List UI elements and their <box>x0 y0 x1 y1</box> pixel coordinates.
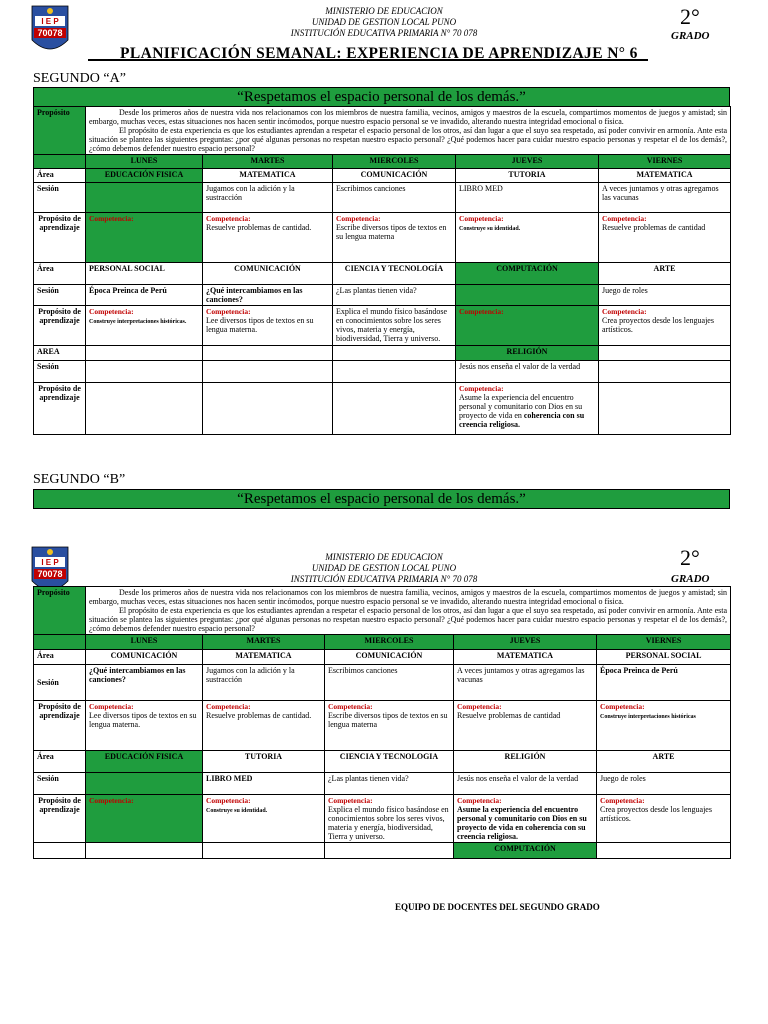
area-label: Área <box>34 169 86 183</box>
session-cell: ¿Qué intercambiamos en las canciones? <box>86 665 203 701</box>
day-header: JUEVES <box>456 155 599 169</box>
day-header: JUEVES <box>454 635 597 650</box>
area-cell: TUTORIA <box>456 169 599 183</box>
session-cell: Escribimos canciones <box>333 183 456 213</box>
competencia-cell: Competencia: Construye su identidad. <box>456 213 599 263</box>
competencia-cell: Competencia: Crea proyectos desde los lenguajes artísticos. <box>597 795 731 843</box>
header-institution: INSTITUCIÓN EDUCATIVA PRIMARIA N° 70 078 <box>290 28 478 38</box>
competencia-cell: Competencia: Asume la experiencia del encuentro personal y comunitario con Dios en su proyecto de vida en coherencia con su creencia religiosa. <box>454 795 597 843</box>
session-cell: Juego de roles <box>599 285 731 306</box>
area-cell: EDUCACIÓN FISICA <box>86 169 203 183</box>
svg-text:I E P: I E P <box>41 558 59 567</box>
session-cell: LIBRO MED <box>456 183 599 213</box>
area-label: Área <box>34 751 86 773</box>
section-a-table <box>33 106 731 435</box>
session-cell: ¿Las plantas tienen vida? <box>333 285 456 306</box>
competencia-cell: Competencia: Crea proyectos desde los lenguajes artísticos. <box>599 306 731 346</box>
area-cell: RELIGIÓN <box>454 751 597 773</box>
footer-signature: EQUIPO DE DOCENTES DEL SEGUNDO GRADO <box>395 902 600 912</box>
grade-number: 2° <box>680 4 700 29</box>
day-header: VIERNES <box>599 155 731 169</box>
area-cell: RELIGIÓN <box>456 346 599 361</box>
area-cell: COMUNICACIÓN <box>86 650 203 665</box>
grade-label: GRADO <box>671 573 710 585</box>
competencia-cell: Competencia: Construye interpretaciones históricas. <box>86 306 203 346</box>
proposito-aprendizaje-label: Propósito de aprendizaje <box>34 213 86 263</box>
session-cell <box>86 183 203 213</box>
area-cell: MATEMATICA <box>203 650 325 665</box>
area-cell: MATEMATICA <box>454 650 597 665</box>
day-header: LUNES <box>86 155 203 169</box>
session-cell: A veces juntamos y otras agregamos las vacunas <box>454 665 597 701</box>
session-cell: Jugamos con la adición y la sustracción <box>203 665 325 701</box>
session-cell: Época Preinca de Perú <box>597 665 731 701</box>
area-cell: PERSONAL SOCIAL <box>86 263 203 285</box>
area-cell: ARTE <box>597 751 731 773</box>
area-cell: COMUNICACIÓN <box>333 169 456 183</box>
competencia-cell: Competencia: Resuelve problemas de cantidad. <box>203 701 325 751</box>
sesion-label: Sesión <box>34 665 86 701</box>
header-ministry: MINISTERIO DE EDUCACION <box>325 552 443 562</box>
area-cell: EDUCACIÓN FISICA <box>86 751 203 773</box>
page-title: PLANIFICACIÓN SEMANAL: EXPERIENCIA DE APRENDIZAJE N° 6 <box>120 45 638 62</box>
competencia-cell: Competencia: Escribe diversos tipos de textos en su lengua materna <box>333 213 456 263</box>
proposito-aprendizaje-label: Propósito de aprendizaje <box>34 306 86 346</box>
section-b-heading: SEGUNDO “B” <box>33 472 126 487</box>
day-header: MARTES <box>203 635 325 650</box>
competencia-cell: Competencia: Construye interpretaciones históricas <box>597 701 731 751</box>
section-a-heading: SEGUNDO “A” <box>33 71 126 86</box>
header-ugel: UNIDAD DE GESTION LOCAL PUNO <box>311 563 457 573</box>
sesion-label: Sesión <box>34 183 86 213</box>
section-b-table <box>33 586 731 859</box>
competencia-cell: Competencia: Lee diversos tipos de textos en su lengua materna. <box>203 306 333 346</box>
svg-text:70078: 70078 <box>37 28 63 38</box>
session-cell: Jesús nos enseña el valor de la verdad <box>454 773 597 795</box>
competencia-cell: Explica el mundo físico basándose en conocimientos sobre los seres vivos, materia y energía, biodiversidad, Tierra y universo. <box>333 306 456 346</box>
competencia-cell: Competencia: Construye su identidad. <box>203 795 325 843</box>
session-cell: Escribimos canciones <box>325 665 454 701</box>
competencia-cell: Competencia: Asume la experiencia del encuentro personal y comunitario con Dios en su proyecto de vida en coherencia con su creencia religiosa. <box>456 383 599 435</box>
sesion-label: Sesión <box>34 285 86 306</box>
area-cell: COMPUTACIÓN <box>456 263 599 285</box>
sesion-label: Sesión <box>34 361 86 383</box>
session-cell <box>86 773 203 795</box>
competencia-cell: Competencia: Resuelve problemas de cantidad <box>599 213 731 263</box>
day-header: MARTES <box>203 155 333 169</box>
header-ministry: MINISTERIO DE EDUCACION <box>325 6 443 16</box>
session-cell: A veces juntamos y otras agregamos las vacunas <box>599 183 731 213</box>
session-cell: Jesús nos enseña el valor de la verdad <box>456 361 599 383</box>
proposito-aprendizaje-label: Propósito de aprendizaje <box>34 795 86 843</box>
grade-label: GRADO <box>671 30 710 42</box>
area-cell: COMUNICACIÓN <box>325 650 454 665</box>
session-cell: Época Preinca de Perú <box>86 285 203 306</box>
proposito-text: Desde los primeros años de nuestra vida nos relacionamos con los miembros de nuestra familia, vecinos, amigos y maestros de la escuela, compartimos momentos de juegos y amistad; sin embargo, muchas veces, estas situaciones nos hacen sentir incómodos, porque nuestro espacio personal se ve invadido, alterando nuestra integridad emocional o física. El propósito de esta experiencia es que los estudiantes aprendan a respetar el espacio personal de los otros, así dan lugar a que el suyo sea respetado, así poder convivir en armonía. Ante esta situación se plantea las siguientes preguntas: ¿por qué algunas personas no respetan nuestro espacio personal? ¿Qué podemos hacer para cuidar nuestro espacio personas y respetar el de los demás?, ¿cómo debemos defender nuestro espacio personal? <box>86 107 731 155</box>
area-cell: MATEMATICA <box>599 169 731 183</box>
header-institution: INSTITUCIÓN EDUCATIVA PRIMARIA N° 70 078 <box>290 574 478 584</box>
competencia-cell: Competencia: <box>86 795 203 843</box>
day-header: VIERNES <box>597 635 731 650</box>
area-cell: TUTORIA <box>203 751 325 773</box>
proposito-label: Propósito <box>34 107 86 155</box>
competencia-cell: Competencia: <box>86 213 203 263</box>
section-b-banner: “Respetamos el espacio personal de los demás.” <box>33 489 730 509</box>
grade-number: 2° <box>680 545 700 570</box>
session-cell: Jugamos con la adición y la sustracción <box>203 183 333 213</box>
proposito-label: Propósito <box>34 587 86 635</box>
area-label: Área <box>34 650 86 665</box>
session-cell <box>456 285 599 306</box>
session-cell: ¿Qué intercambiamos en las canciones? <box>203 285 333 306</box>
area-cell: ARTE <box>599 263 731 285</box>
area-label: AREA <box>34 346 86 361</box>
competencia-cell: Competencia: Lee diversos tipos de textos en su lengua materna. <box>86 701 203 751</box>
day-header: MIERCOLES <box>333 155 456 169</box>
competencia-cell: Competencia: Escribe diversos tipos de textos en su lengua materna <box>325 701 454 751</box>
area-cell: MATEMATICA <box>203 169 333 183</box>
section-a-banner: “Respetamos el espacio personal de los demás.” <box>33 87 730 107</box>
area-cell: CIENCIA Y TECNOLOGÍA <box>333 263 456 285</box>
session-cell: Juego de roles <box>597 773 731 795</box>
competencia-cell: Competencia: Resuelve problemas de cantidad <box>454 701 597 751</box>
competencia-cell: Competencia: Explica el mundo físico basándose en conocimientos sobre los seres vivos, materia y energía, biodiversidad, Tierra y universo. <box>325 795 454 843</box>
day-header: MIERCOLES <box>325 635 454 650</box>
sesion-label: Sesión <box>34 773 86 795</box>
area-cell: COMUNICACIÓN <box>203 263 333 285</box>
proposito-aprendizaje-label: Propósito de aprendizaje <box>34 383 86 435</box>
area-cell: COMPUTACIÓN <box>454 843 597 859</box>
area-cell: PERSONAL SOCIAL <box>597 650 731 665</box>
area-label: Área <box>34 263 86 285</box>
svg-text:70078: 70078 <box>37 569 63 579</box>
session-cell: LIBRO MED <box>203 773 325 795</box>
day-header: LUNES <box>86 635 203 650</box>
area-cell: CIENCIA Y TECNOLOGIA <box>325 751 454 773</box>
proposito-text: Desde los primeros años de nuestra vida nos relacionamos con los miembros de nuestra familia, vecinos, amigos y maestros de la escuela, compartimos momentos de juegos y amistad; sin embargo, muchas veces, estas situaciones nos hacen sentir incómodos, porque nuestro espacio personal se ve invadido, alterando nuestra integridad emocional o física. El propósito de esta experiencia es que los estudiantes aprendan a respetar el espacio personal de los otros, así dan lugar a que el suyo sea respetado, así poder convivir en armonía. Ante esta situación se plantea las siguientes preguntas: ¿por qué algunas personas no respetan nuestro espacio personal? ¿Qué podemos hacer para cuidar nuestro espacio personas y respetar el de los demás?, ¿cómo debemos defender nuestro espacio personal? <box>86 587 731 635</box>
svg-text:I E P: I E P <box>41 17 59 26</box>
header-ugel: UNIDAD DE GESTION LOCAL PUNO <box>311 17 457 27</box>
session-cell: ¿Las plantas tienen vida? <box>325 773 454 795</box>
competencia-cell: Competencia: <box>456 306 599 346</box>
competencia-cell: Competencia: Resuelve problemas de cantidad. <box>203 213 333 263</box>
proposito-aprendizaje-label: Propósito de aprendizaje <box>34 701 86 751</box>
